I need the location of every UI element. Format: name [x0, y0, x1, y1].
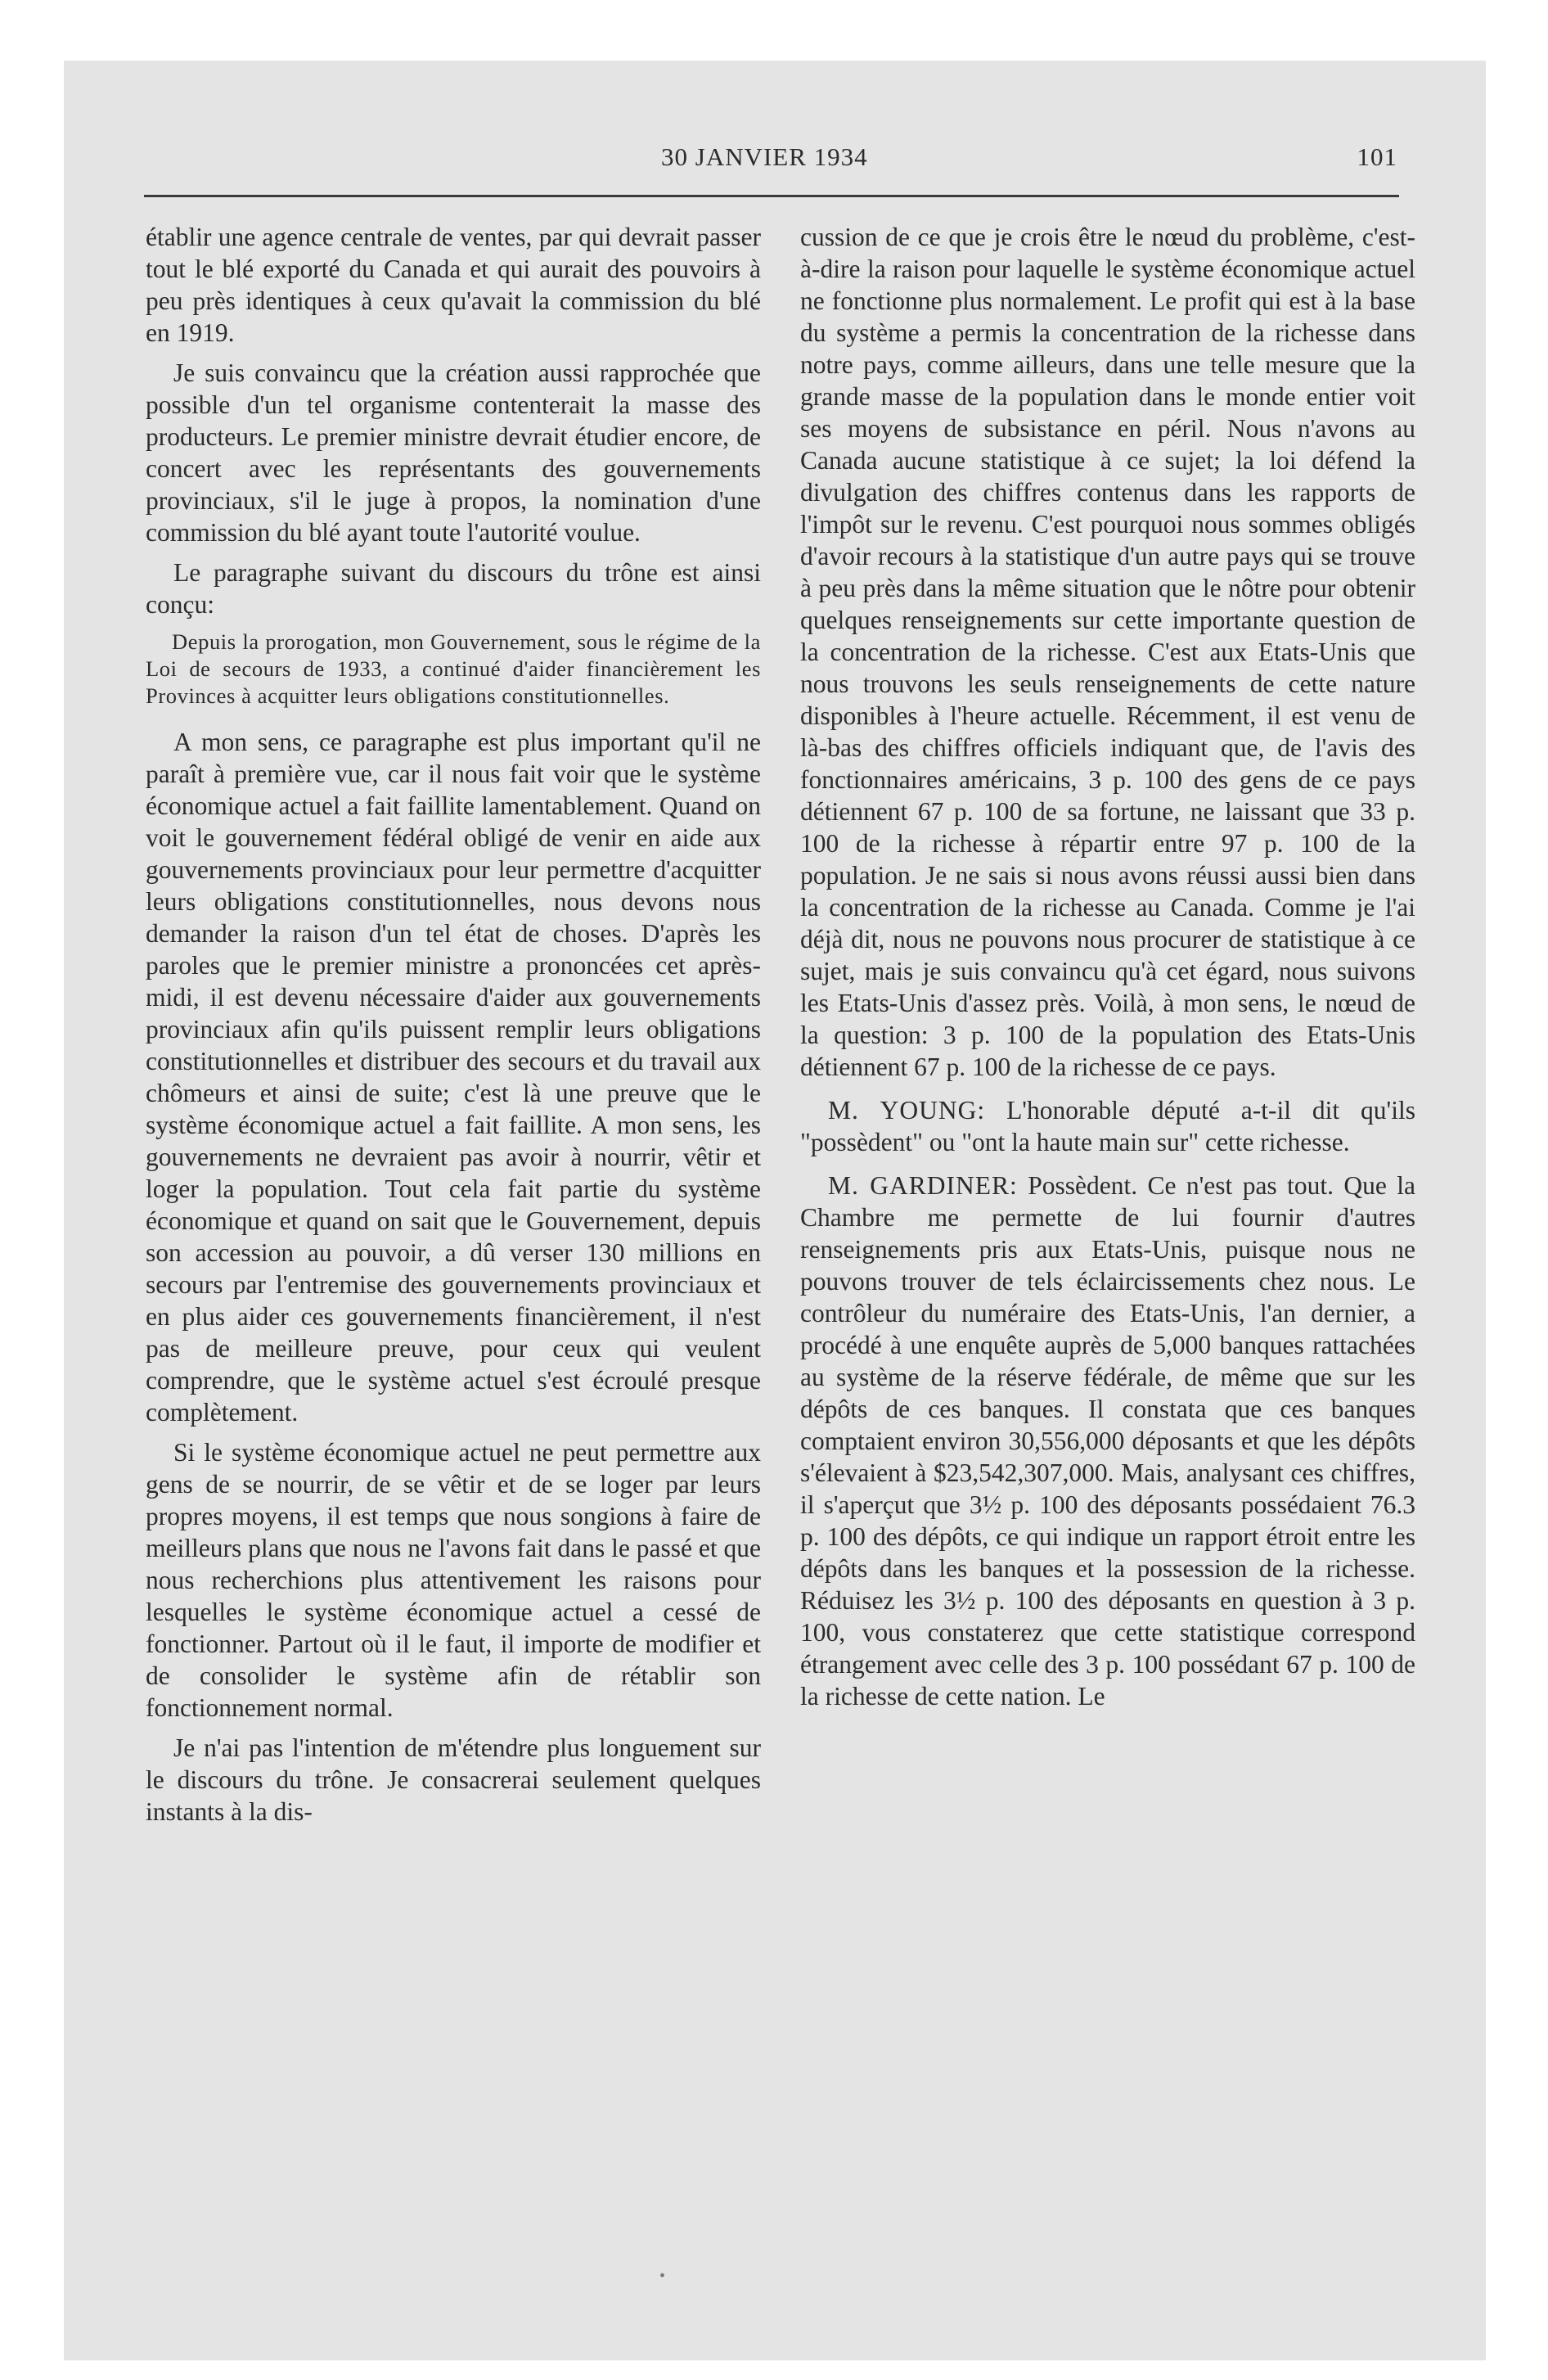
speech-text: L'honorable député a-t-il dit qu'ils "possèdent" ou "ont la haute main sur" cette richesse. — [800, 1096, 1415, 1156]
left-column — [146, 221, 761, 1836]
right-column — [800, 221, 1415, 1720]
speaker-name: M. YOUNG: — [828, 1096, 986, 1125]
page-mark: • — [659, 2267, 666, 2285]
paragraph: Je suis convaincu que la création aussi rapprochée que possible d'un tel organisme contenterait la masse des producteurs. Le premier ministre devrait étudier encore, de concert avec les représentants des gouvernements provinciaux, s'il le juge à propos, la nomination d'une commission du blé ayant toute l'autorité voulue. — [146, 358, 761, 547]
speech-gardiner — [800, 1170, 1415, 1712]
paragraph: Le paragraphe suivant du discours du trône est ainsi conçu: — [146, 558, 761, 619]
page-header — [146, 137, 1397, 178]
paragraph: établir une agence centrale de ventes, par qui devrait passer tout le blé exporté du Canada et qui aurait des pouvoirs à peu près identiques à ceux qu'avait la commission du blé en 1919. — [146, 223, 761, 347]
header-rule — [144, 195, 1399, 197]
header-date: 30 JANVIER 1934 — [661, 142, 868, 171]
paragraph: cussion de ce que je crois être le nœud du problème, c'est-à-dire la raison pour laquelle le système économique actuel ne fonctionne plus normalement. Le profit qui est à la base du système a permis la concentration de la richesse dans notre pays, comme ailleurs, dans une telle mesure que la grande masse de la population dans le monde entier voit ses moyens de subsistance en péril. Nous n'avons au Canada aucune statistique à ce sujet; la loi défend la divulgation des chiffres contenus dans les rapports de l'impôt sur le revenu. C'est pourquoi nous sommes obligés d'avoir recours à la statistique d'un autre pays qui se trouve à peu près dans la même situation que le nôtre pour obtenir quelques renseignements sur cette importante question de la concentration de la richesse. C'est aux Etats-Unis que nous trouvons les seuls renseignements de cette nature disponibles à l'heure actuelle. Récemment, il est venu de là-bas des chiffres officiels indiquant que, de l'avis des fonctionnaires américains, 3 p. 100 des gens de ce pays détiennent 67 p. 100 de sa fortune, ne laissant que 33 p. 100 de la richesse à répartir entre 97 p. 100 de la population. Je ne sais si nous avons réussi aussi bien dans la concentration de la richesse au Canada. Comme je l'ai déjà dit, nous ne pouvons nous procurer de statistique à ce sujet, mais je suis convaincu qu'à cet égard, nous suivons les Etats-Unis d'assez près. Voilà, à mon sens, le nœud de la question: 3 p. 100 de la population des Etats-Unis détiennent 67 p. 100 de la richesse de ce pays. — [800, 223, 1415, 1081]
paragraph: Je n'ai pas l'intention de m'étendre plus longuement sur le discours du trône. Je consacrerai seulement quelques instants à la dis- — [146, 1733, 761, 1826]
paragraph: A mon sens, ce paragraphe est plus important qu'il ne paraît à première vue, car il nous fait voir que le système économique actuel a fait faillite lamentablement. Quand on voit le gouvernement fédéral obligé de venir en aide aux gouvernements provinciaux pour leur permettre d'acquitter leurs obligations constitutionnelles, nous devons nous demander la raison d'un tel état de choses. D'après les paroles que le premier ministre a prononcées cet après-midi, il est devenu nécessaire d'aider aux gouvernements provinciaux afin qu'ils puissent remplir leurs obligations constitutionnelles et distribuer des secours et du travail aux chômeurs et ainsi de suite; c'est là une preuve que le système économique actuel a fait faillite. A mon sens, les gouvernements ne devraient pas avoir à nourrir, vêtir et loger la population. Tout cela fait partie du système économique et quand on sait que le Gouvernement, depuis son accession au pouvoir, a dû verser 130 millions en secours par l'entremise des gouvernements provinciaux et en plus aider ces gouvernements financièrement, il n'est pas de meilleure preuve, pour ceux qui veulent comprendre, que le système actuel s'est écroulé presque complètement. — [146, 728, 761, 1427]
speaker-name: M. GARDINER: — [828, 1171, 1018, 1200]
paragraph: Si le système économique actuel ne peut permettre aux gens de se nourrir, de se vêtir et de se loger par leurs propres moyens, il est temps que nous songions à faire de meilleurs plans que nous ne l'avons fait dans le passé et que nous recherchions plus attentivement les raisons pour lesquelles le système économique actuel a cessé de fonctionner. Partout où il le faut, il importe de modifier et de consolider le système afin de rétablir son fonctionnement normal. — [146, 1438, 761, 1722]
page-number: 101 — [1357, 142, 1397, 171]
speech-text: Possèdent. Ce n'est pas tout. Que la Chambre me permette de lui fournir d'autres renseignements pris aux Etats-Unis, puisque nous ne pouvons trouver de tels éclaircissements chez nous. Le contrôleur du numéraire des Etats-Unis, l'an dernier, a procédé à une enquête auprès de 5,000 banques rattachées au système de la réserve fédérale, de même que sur les dépôts de ces banques. Il constata que ces banques comptaient environ 30,556,000 déposants et que les dépôts s'élevaient à $23,542,307,000. Mais, analysant ces chiffres, il s'aperçut que 3½ p. 100 des déposants possédaient 76.3 p. 100 des dépôts, ce qui indique un rapport étroit entre les dépôts dans les banques et la possession de la richesse. Réduisez les 3½ p. 100 des déposants en question à 3 p. 100, vous constaterez que cette statistique correspond étrangement avec celle des 3 p. 100 possédant 67 p. 100 de la richesse de cette nation. Le — [800, 1171, 1415, 1711]
speech-young — [800, 1094, 1415, 1158]
block-quote: Depuis la prorogation, mon Gouvernement, sous le régime de la Loi de secours de 1933, a continué d'aider financièrement les Provinces à acquitter leurs obligations constitutionnelles. — [146, 629, 761, 708]
